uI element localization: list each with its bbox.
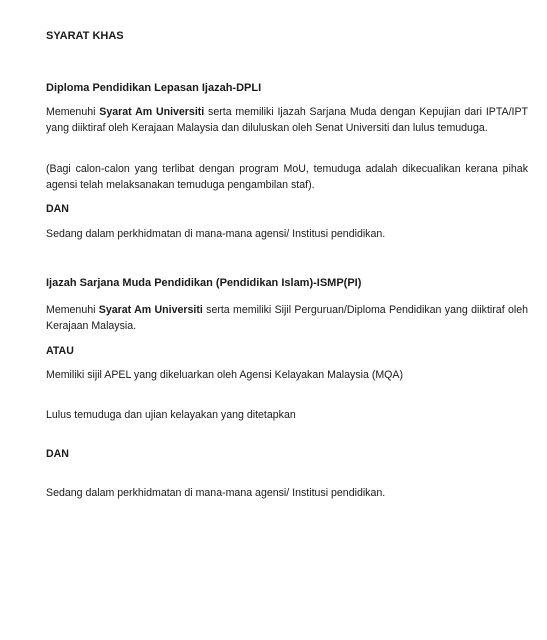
section2-interview-requirement: Lulus temuduga dan ujian kelayakan yang ditetapkan [46, 409, 296, 421]
section1-requirement-paragraph [46, 104, 528, 136]
section2-requirement-post: serta memiliki Sijil Perguruan/Diploma Pendidikan yang diiktiraf oleh Kerajaan Malaysia. [46, 304, 528, 332]
section2-apel-requirement: Memiliki sijil APEL yang dikeluarkan oleh Agensi Kelayakan Malaysia (MQA) [46, 369, 404, 381]
section1-requirement-pre: Memenuhi [46, 106, 100, 118]
section1-requirement-bold: Syarat Am Universiti [99, 106, 205, 118]
section1-service-requirement: Sedang dalam perkhidmatan di mana-mana agensi/ Institusi pendidikan. [46, 228, 386, 240]
document-title: SYARAT KHAS [46, 30, 124, 42]
section2-requirement-pre: Memenuhi [46, 304, 99, 316]
section2-heading: Ijazah Sarjana Muda Pendidikan (Pendidikan Islam)-ISMP(PI) [46, 277, 362, 289]
section2-connector-dan: DAN [46, 448, 69, 460]
section2-connector-atau: ATAU [46, 345, 74, 357]
section2-requirement-paragraph [46, 302, 528, 334]
section2-service-requirement: Sedang dalam perkhidmatan di mana-mana agensi/ Institusi pendidikan. [46, 487, 386, 499]
section2-requirement-bold: Syarat Am Universiti [98, 304, 203, 316]
section1-requirement-post: serta memiliki Ijazah Sarjana Muda dengan Kepujian dari IPTA/IPT yang diiktiraf oleh Kerajaan Malaysia dan diluluskan oleh Senat Universiti dan lulus temuduga. [46, 106, 529, 134]
section1-connector-dan: DAN [46, 203, 69, 215]
section1-heading: Diploma Pendidikan Lepasan Ijazah-DPLI [46, 82, 262, 94]
section1-mou-note: (Bagi calon-calon yang terlibat dengan program MoU, temuduga adalah dikecualikan kerana pihak agensi telah melaksanakan temuduga pengambilan staf). [46, 163, 528, 191]
